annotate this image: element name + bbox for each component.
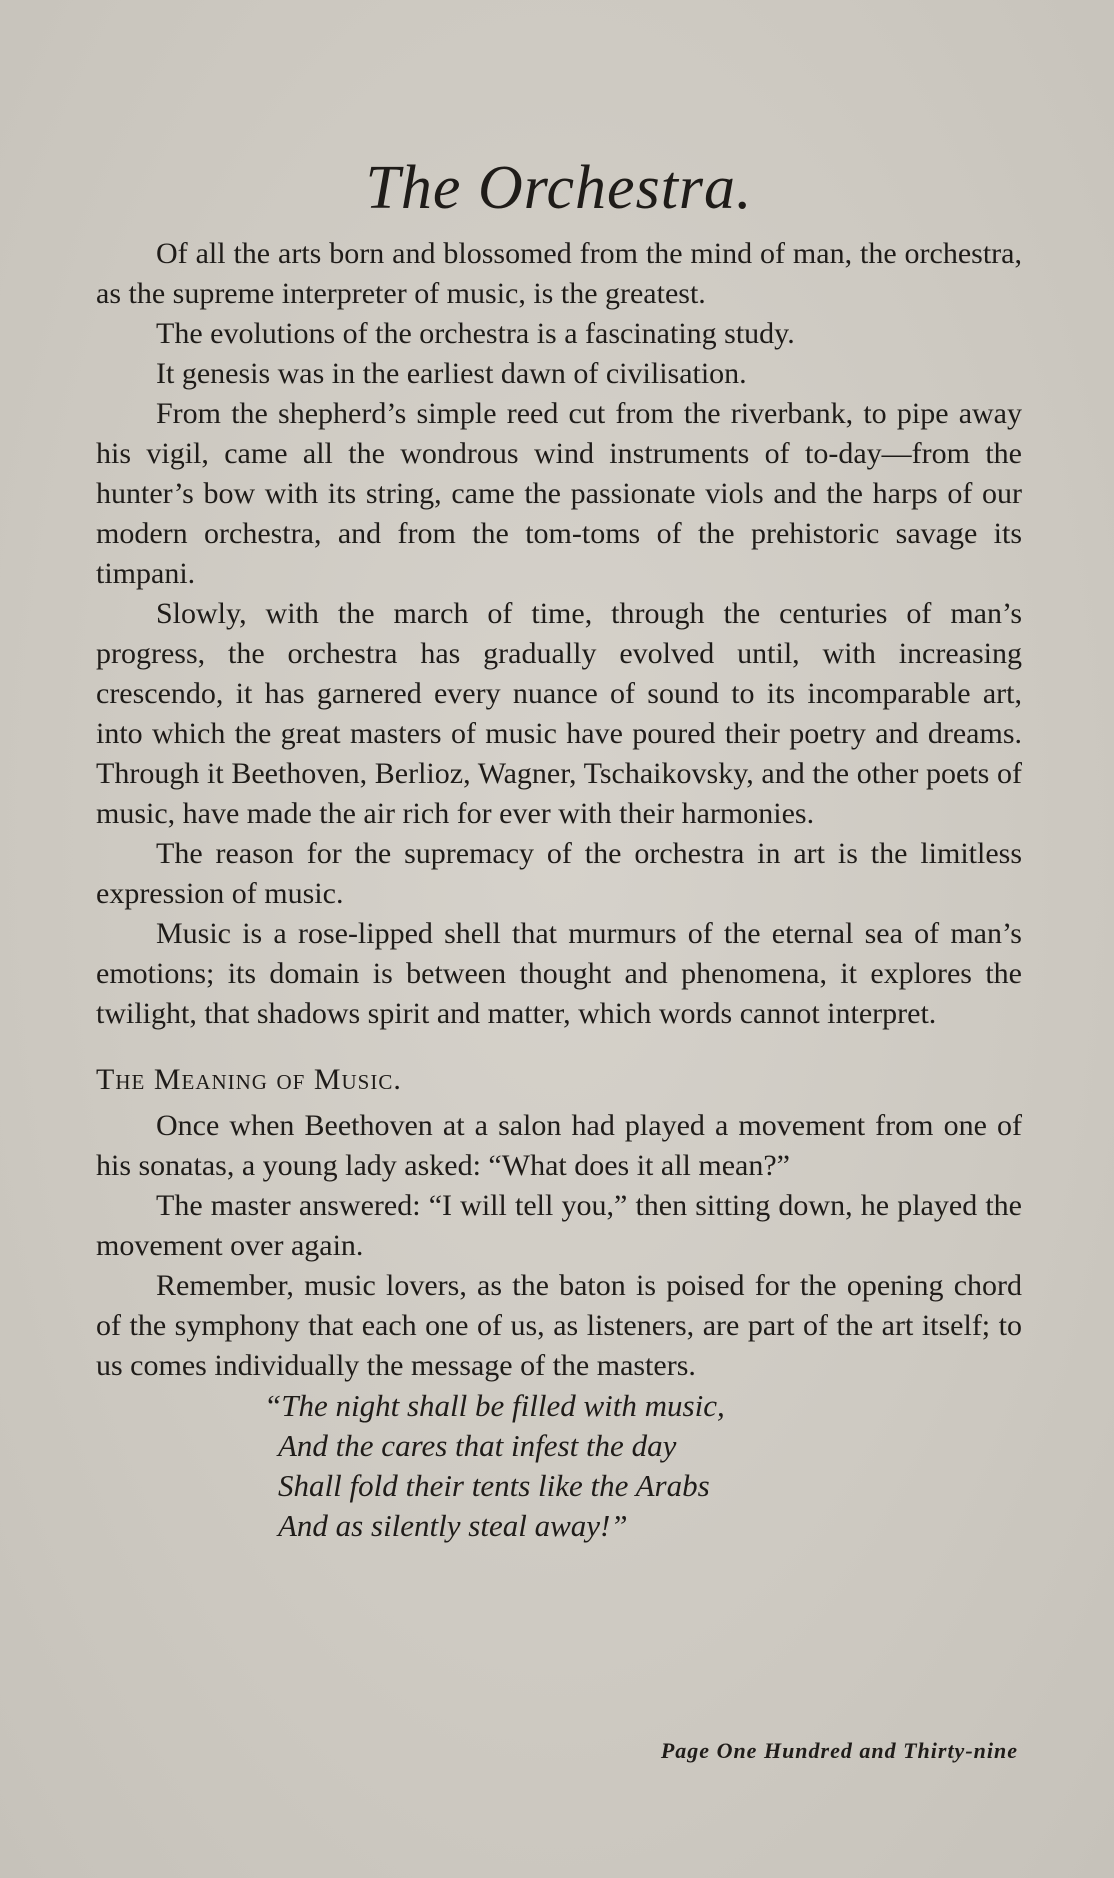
- paragraph-7: Music is a rose-lipped shell that murmurs of the eternal sea of man’s emotions; its domain is between thought and phenomena, it explores the twilight, that shadows spirit and matter, which words cannot interpret.: [96, 917, 1022, 1030]
- paragraph-1: Of all the arts born and blossomed from the mind of man, the orchestra, as the supreme interpreter of music, is the greatest.: [96, 237, 1022, 310]
- paragraph-3: It genesis was in the earliest dawn of civilisation.: [156, 357, 747, 390]
- section-paragraph-2: The master answered: “I will tell you,” then sitting down, he played the movement over again.: [96, 1189, 1022, 1262]
- paragraph-2: The evolutions of the orchestra is a fascinating study.: [156, 317, 795, 350]
- page-title: The Orchestra.: [365, 154, 753, 222]
- paragraph-5: Slowly, with the march of time, through the centuries of man’s progress, the orchestra has gradually evolved until, with increasing crescendo, it has garnered every nuance of sound to its incomparable art, into which the great masters of music have poured their poetry and dreams. Through it Beethoven, Berlioz, Wagner, Tschaikovsky, and the other poets of music, have made the air rich for ever with their harmonies.: [96, 597, 1022, 830]
- page-number-footer: Page One Hundred and Thirty-nine: [660, 1738, 1018, 1763]
- poem-line: “The night shall be filled with music,: [264, 1388, 725, 1423]
- paragraph-6: The reason for the supremacy of the orchestra in art is the limitless expression of music.: [96, 837, 1022, 910]
- poem-line: Shall fold their tents like the Arabs: [278, 1468, 710, 1503]
- section-heading: The Meaning of Music.: [96, 1063, 402, 1096]
- poem-line: And the cares that infest the day: [278, 1428, 677, 1463]
- section-paragraph-1: Once when Beethoven at a salon had played a movement from one of his sonatas, a young lady asked: “What does it all mean?”: [96, 1109, 1022, 1182]
- page-body: [96, 150, 1022, 1546]
- paragraph-4: From the shepherd’s simple reed cut from the riverbank, to pipe away his vigil, came all the wondrous wind instruments of to-day—from the hunter’s bow with its string, came the passionate viols and the harps of our modern orchestra, and from the tom-toms of the prehistoric savage its timpani.: [96, 397, 1022, 590]
- poem-line: And as silently steal away!”: [278, 1508, 628, 1543]
- section-paragraph-3: Remember, music lovers, as the baton is poised for the opening chord of the symphony that each one of us, as listeners, are part of the art itself; to us comes individually the message of the masters.: [96, 1269, 1022, 1382]
- poem-quote: [264, 1386, 1022, 1546]
